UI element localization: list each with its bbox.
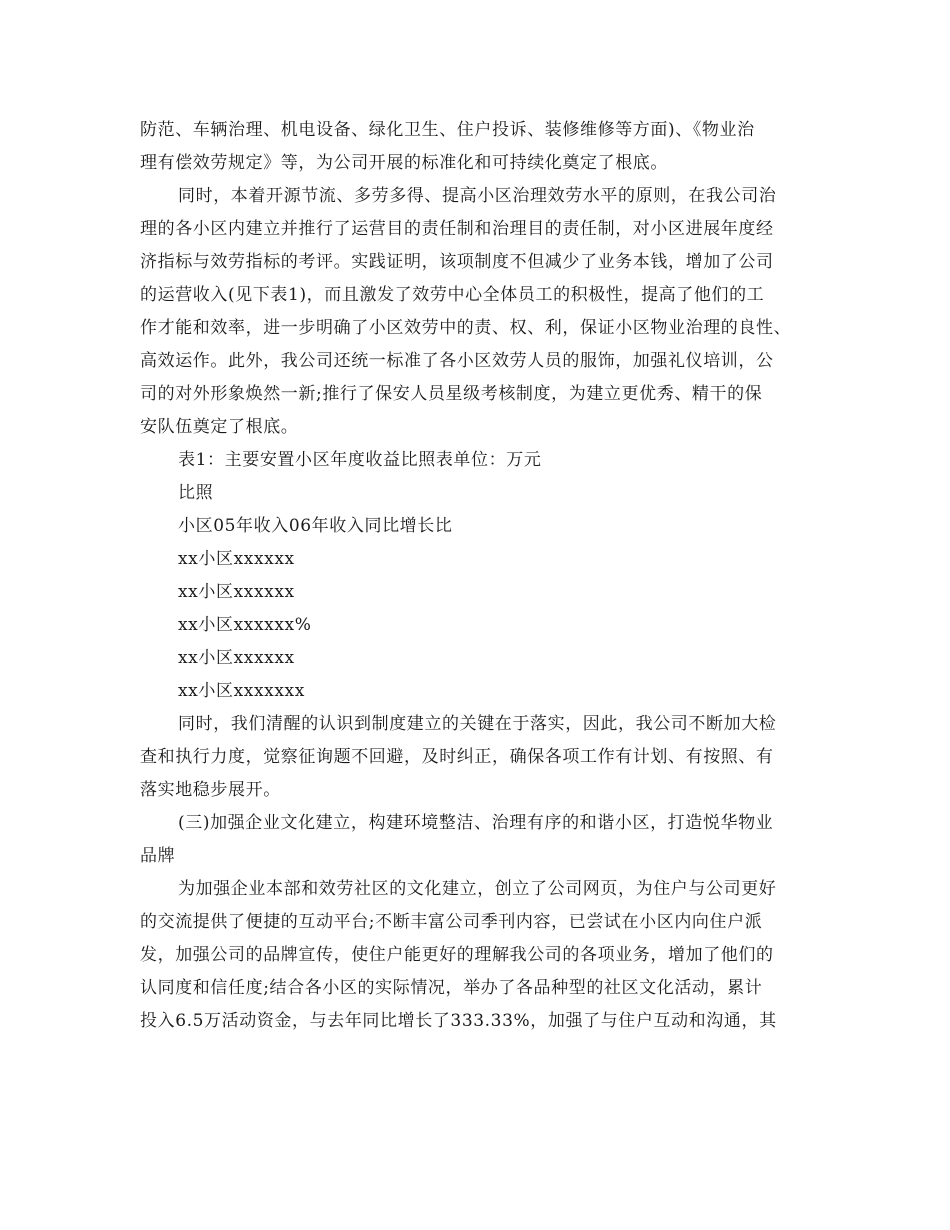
paragraph-line: 为加强企业本部和效劳社区的文化建立，创立了公司网页，为住户与公司更好: [178, 879, 777, 899]
paragraph-line: 的运营收入(见下表1)，而且激发了效劳中心全体员工的积极性，提高了他们的工: [140, 285, 765, 305]
paragraph-line: 高效运作。此外，我公司还统一标准了各小区效劳人员的服饰，加强礼仪培训，公: [140, 351, 774, 371]
table-row: xx小区xxxxxx: [178, 648, 295, 668]
paragraph-line: 认同度和信任度;结合各小区的实际情况，举办了各品种型的社区文化活动，累计: [140, 978, 763, 998]
table-row: xx小区xxxxxxx: [178, 681, 305, 701]
paragraph-line: 理有偿效劳规定》等，为公司开展的标准化和可持续化奠定了根底。: [140, 153, 668, 173]
paragraph-line: 安队伍奠定了根底。: [140, 417, 299, 437]
table-caption: 表1：主要安置小区年度收益比照表单位：万元: [178, 450, 542, 470]
paragraph-line: 作才能和效率，进一步明确了小区效劳中的责、权、利，保证小区物业治理的良性、: [140, 318, 792, 338]
paragraph-line: 投入6.5万活动资金，与去年同比增长了333.33%，加强了与住户互动和沟通，其: [140, 1011, 777, 1031]
table-row: xx小区xxxxxx: [178, 582, 295, 602]
table-row: xx小区xxxxxx%: [178, 615, 312, 635]
table-row: xx小区xxxxxx: [178, 549, 295, 569]
paragraph-line: 查和执行力度，觉察征询题不回避，及时纠正，确保各项工作有计划、有按照、有: [140, 747, 774, 767]
paragraph-line: 落实地稳步展开。: [140, 780, 281, 800]
paragraph-line: 同时，本着开源节流、多劳多得、提高小区治理效劳水平的原则，在我公司治: [178, 186, 777, 206]
paragraph-line: 同时，我们清醒的认识到制度建立的关键在于落实，因此，我公司不断加大检: [178, 714, 777, 734]
section-heading: (三)加强企业文化建立，构建环境整洁、治理有序的和谐小区，打造悦华物业: [178, 813, 774, 833]
paragraph-line: 的交流提供了便捷的互动平台;不断丰富公司季刊内容，已尝试在小区内向住户派: [140, 912, 763, 932]
paragraph-line: 防范、车辆治理、机电设备、绿化卫生、住户投诉、装修维修等方面)、《物业治: [140, 120, 755, 140]
table-header: 小区05年收入06年收入同比增长比: [178, 516, 453, 536]
paragraph-line: 司的对外形象焕然一新;推行了保安人员星级考核制度，为建立更优秀、精干的保: [140, 384, 763, 404]
paragraph-line: 济指标与效劳指标的考评。实践证明，该项制度不但减少了业务本钱，增加了公司: [140, 252, 774, 272]
section-heading: 品牌: [140, 846, 176, 866]
paragraph-line: 理的各小区内建立并推行了运营目的责任制和治理目的责任制，对小区进展年度经: [140, 219, 774, 239]
table-cell: 比照: [178, 483, 214, 503]
paragraph-line: 发，加强公司的品牌宣传，使住户能更好的理解我公司的各项业务，增加了他们的: [140, 945, 774, 965]
